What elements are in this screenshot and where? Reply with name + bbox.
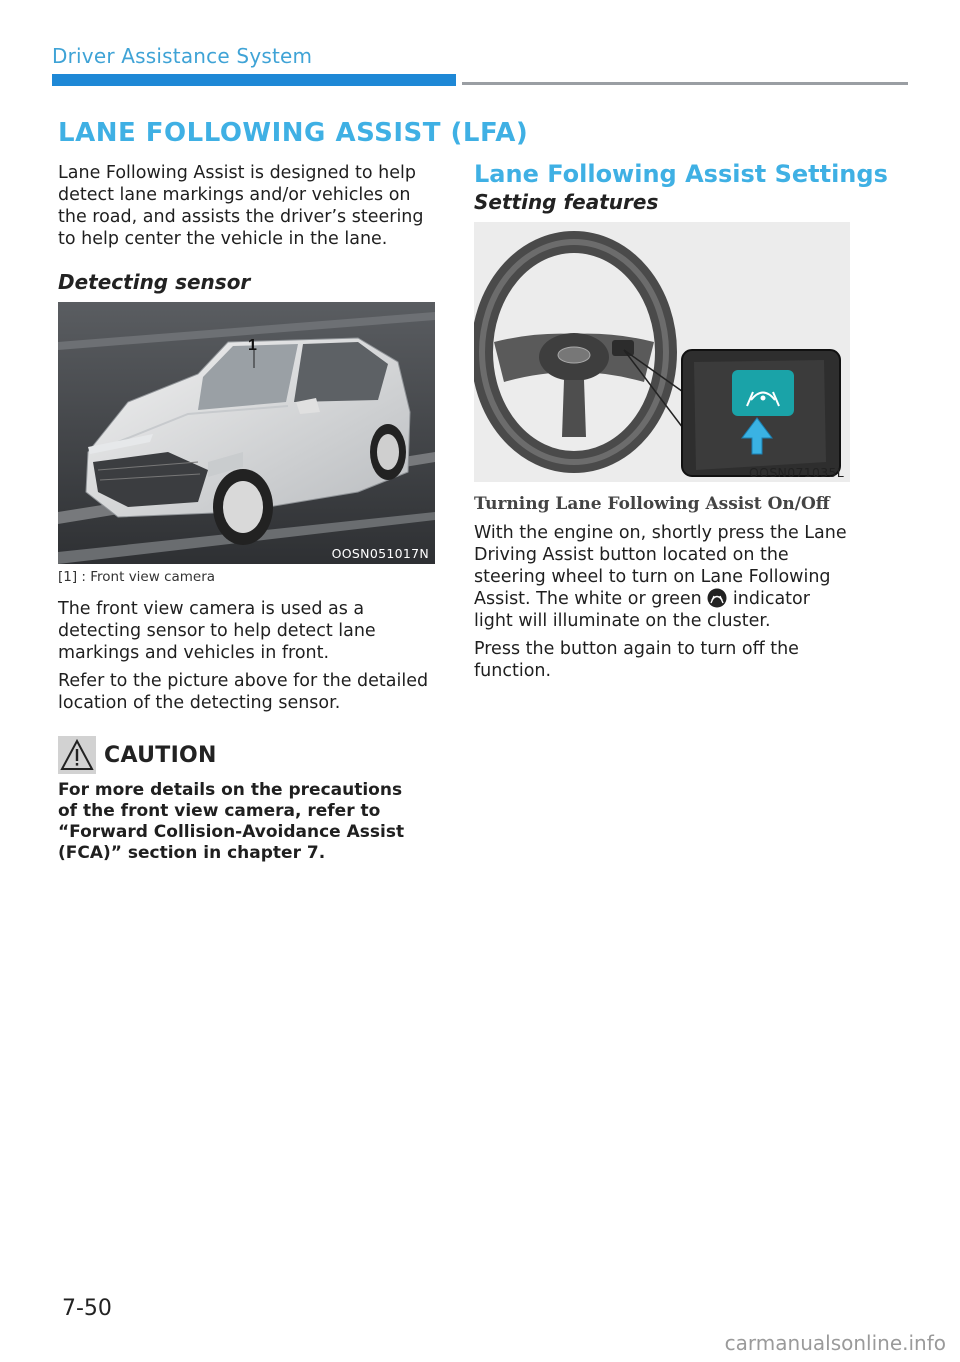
on-off-text-before: With the engine on, shortly press the Lane Driving Assist button located on the steering wheel to turn on Lane Following Assist. The white or green (474, 523, 847, 609)
figure-code: OOSN051017N (331, 546, 429, 561)
intro-paragraph: Lane Following Assist is designed to help detect lane markings and/or vehicles on the road, and assists the driver’s steering to help center the vehicle in the lane. (58, 163, 424, 249)
on-off-text-after: indicator light will illuminate on the cluster. (474, 589, 810, 631)
setting-features-heading: Setting features (474, 190, 659, 214)
running-header: Driver Assistance System (52, 44, 313, 68)
lane-following-assist-icon (707, 588, 727, 608)
figure-caption: [1] : Front view camera (58, 569, 216, 585)
steering-wheel-illustration (474, 222, 850, 482)
section-title: LANE FOLLOWING ASSIST (LFA) (58, 118, 529, 148)
settings-title: Lane Following Assist Settings (474, 160, 888, 188)
steering-wheel-figure (474, 222, 850, 482)
warning-triangle-icon (58, 736, 96, 774)
header-accent-bar (52, 74, 456, 86)
header-rule (462, 82, 908, 85)
car-camera-figure (58, 302, 435, 564)
detecting-sensor-heading: Detecting sensor (58, 270, 251, 294)
watermark: carmanualsonline.info (724, 1331, 946, 1355)
caution-label: CAUTION (104, 743, 217, 768)
refer-paragraph: Refer to the picture above for the detailed location of the detecting sensor. (58, 671, 429, 713)
figure-callout-number: 1 (248, 337, 257, 354)
figure-code: OOSN071035L (749, 465, 844, 480)
turn-off-paragraph: Press the button again to turn off the function. (474, 639, 799, 681)
on-off-paragraph (474, 522, 854, 632)
on-off-heading: Turning Lane Following Assist On/Off (474, 494, 830, 514)
car-illustration (58, 302, 435, 564)
camera-paragraph: The front view camera is used as a detecting sensor to help detect lane markings and vehicles in front. (58, 599, 376, 663)
page-number: 7-50 (62, 1296, 112, 1321)
caution-text: For more details on the precautions of the front view camera, refer to “Forward Collision-Avoidance Assist (FCA)” section in chapter 7. (58, 780, 405, 863)
